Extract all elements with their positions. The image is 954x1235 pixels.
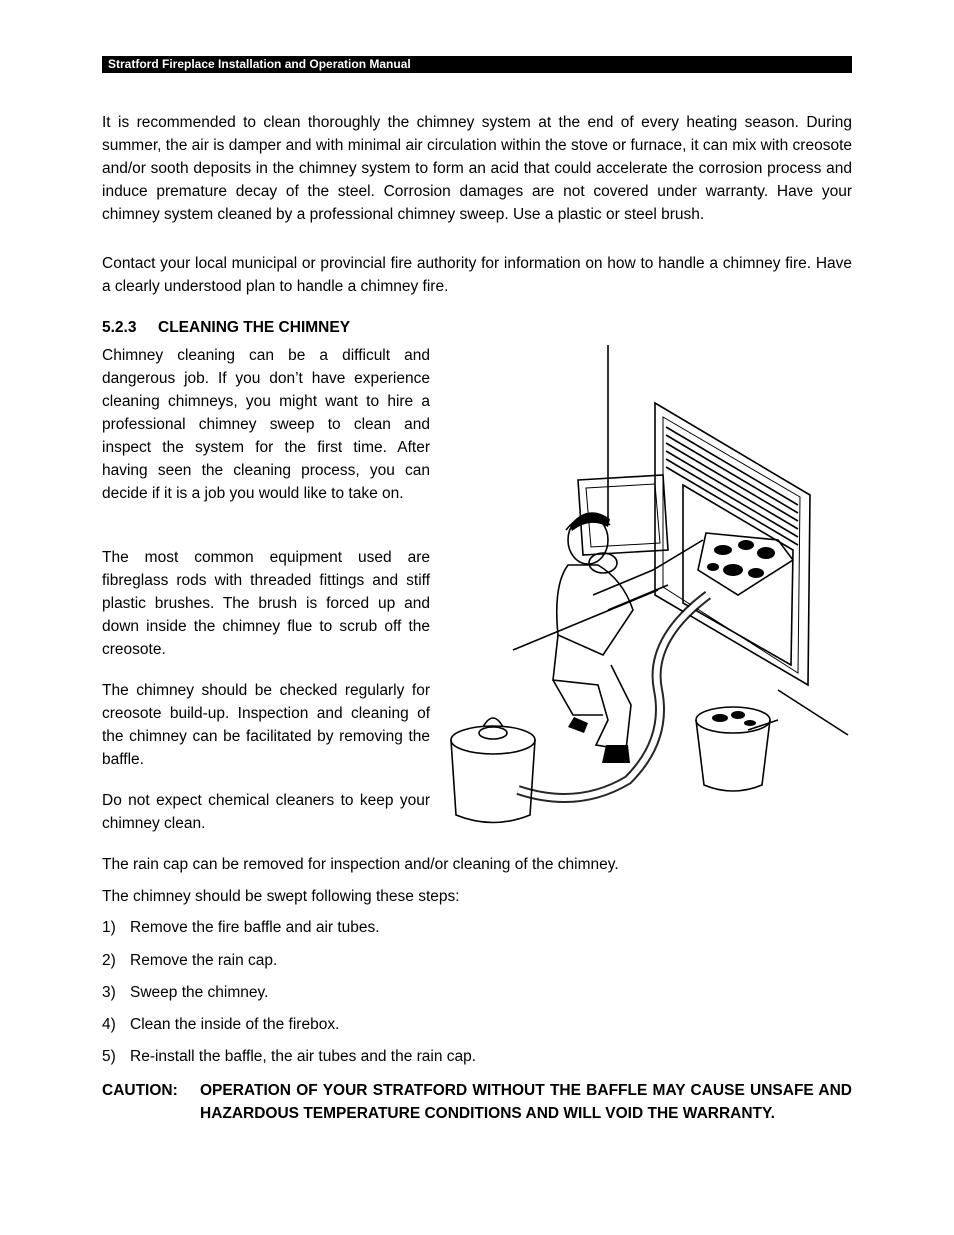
section-paragraph-2: The most common equipment used are fibreglass rods with threaded fittings and stiff plastic brushes. The brush is forced up and down inside the chimney flue to scrub off the creosote.: [102, 549, 430, 658]
list-item: 2) Remove the rain cap.: [102, 952, 278, 969]
caution-text: OPERATION OF YOUR STRATFORD WITHOUT THE BAFFLE MAY CAUSE UNSAFE AND HAZARDOUS TEMPERATURE CONDITIONS AND WILL VOID THE WARRANTY.: [200, 1082, 852, 1122]
list-item: 5) Re-install the baffle, the air tubes and the rain cap.: [102, 1048, 477, 1065]
section-heading: [102, 318, 350, 338]
chimney-sweep-illustration: [448, 345, 852, 835]
section-number: 5.2.3: [102, 319, 137, 336]
caution-label: CAUTION:: [102, 1082, 178, 1099]
page-header: Stratford Fireplace Installation and Operation Manual: [102, 56, 852, 73]
section-title: CLEANING THE CHIMNEY: [158, 319, 351, 336]
intro-paragraph-1: It is recommended to clean thoroughly the chimney system at the end of every heating season. During summer, the air is damper and with minimal air circulation within the stove or furnace, it can mix with creosote and/or sooth deposits in the chimney system to form an acid that could accelerate the corrosion process and induce premature decay of the steel. Corrosion damages are not covered under warranty. Have your chimney system cleaned by a professional chimney sweep. Use a plastic or steel brush.: [102, 114, 852, 223]
section-paragraph-1: Chimney cleaning can be a difficult and dangerous job. If you don’t have experience cleaning chimneys, you might want to hire a professional chimney sweep to clean and inspect the system for the first time. After having seen the cleaning process, you can decide if it is a job you would like to take on.: [102, 347, 430, 502]
list-item: 1) Remove the fire baffle and air tubes.: [102, 919, 380, 936]
rain-cap-note: The rain cap can be removed for inspection and/or cleaning of the chimney.: [102, 856, 619, 873]
steps-intro: The chimney should be swept following these steps:: [102, 888, 460, 905]
section-paragraph-3: The chimney should be checked regularly for creosote build-up. Inspection and cleaning of the chimney can be facilitated by removing the baffle.: [102, 682, 430, 768]
list-item: 4) Clean the inside of the firebox.: [102, 1016, 340, 1033]
section-paragraph-4: Do not expect chemical cleaners to keep your chimney clean.: [102, 792, 430, 832]
intro-paragraph-2: Contact your local municipal or provincial fire authority for information on how to handle a chimney fire. Have a clearly understood plan to handle a chimney fire.: [102, 255, 852, 295]
list-item: 3) Sweep the chimney.: [102, 984, 269, 1001]
